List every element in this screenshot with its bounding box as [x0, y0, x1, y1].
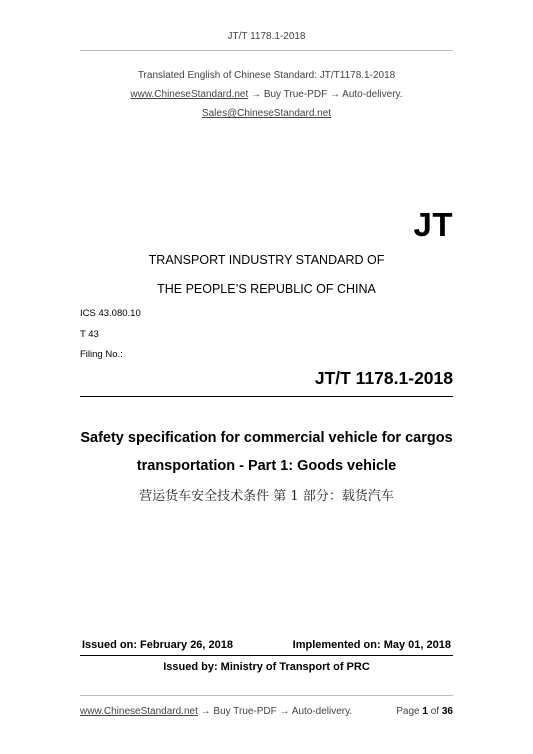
site-link[interactable]: www.ChineseStandard.net [130, 89, 249, 100]
jt-logo: JT [413, 206, 453, 243]
dates-divider [80, 655, 453, 656]
translation-notice: Translated English of Chinese Standard: JT/T1178.1-2018 [137, 70, 396, 81]
purchase-text: → Buy True-PDF → Auto-delivery. [248, 89, 403, 100]
header-divider [80, 50, 453, 51]
of-label: of [430, 706, 440, 717]
issued-by: Issued by: Ministry of Transport of PRC [163, 661, 370, 673]
purchase-line [0, 89, 533, 100]
category-code: T 43 [80, 329, 99, 340]
industry-line-1: TRANSPORT INDUSTRY STANDARD OF [148, 253, 385, 267]
running-header: JT/T 1178.1-2018 [227, 31, 306, 42]
standard-number: JT/T 1178.1-2018 [314, 368, 453, 388]
filing-number: Filing No.: [80, 349, 123, 360]
email-link[interactable]: Sales@ChineseStandard.net [201, 108, 332, 119]
title-cn: 营运货车安全技术条件 第 1 部分：载货汽车 [139, 489, 394, 504]
page-number: 1 [422, 706, 428, 717]
ics-code: ICS 43.080.10 [80, 308, 141, 319]
footer-purchase-text: → Buy True-PDF → Auto-delivery. [197, 706, 353, 717]
implemented-on: Implemented on: May 01, 2018 [292, 639, 451, 651]
page-label: Page [396, 706, 420, 717]
total-pages: 36 [441, 706, 453, 717]
issued-on: Issued on: February 26, 2018 [82, 639, 234, 651]
page-counter [396, 706, 453, 717]
title-en-line-1: Safety specification for commercial vehicle for cargos [80, 430, 453, 446]
email-line [0, 108, 533, 119]
standard-divider [80, 396, 453, 397]
title-en-line-2: transportation - Part 1: Goods vehicle [136, 458, 397, 474]
industry-line-2: THE PEOPLE’S REPUBLIC OF CHINA [157, 282, 376, 296]
footer-site-link[interactable]: www.ChineseStandard.net [80, 706, 198, 717]
footer-purchase-line [80, 706, 352, 717]
footer-divider [80, 695, 453, 696]
